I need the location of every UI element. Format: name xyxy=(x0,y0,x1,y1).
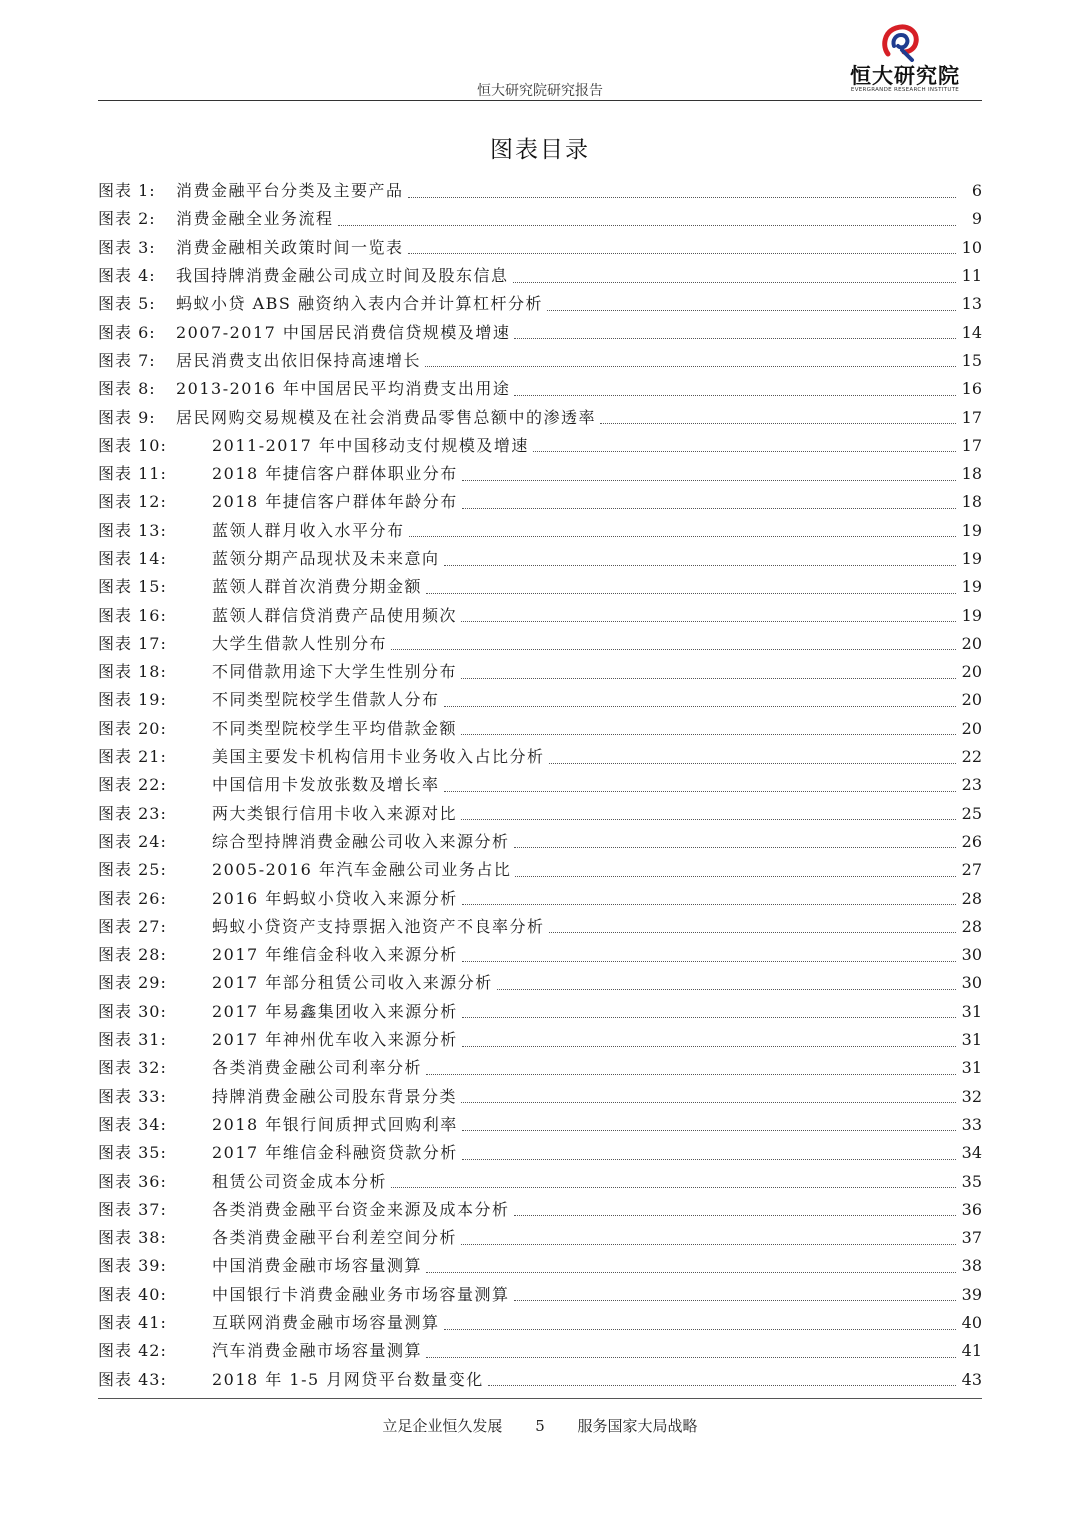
toc-entry[interactable] xyxy=(98,1365,982,1393)
toc-entry-page: 25 xyxy=(961,803,982,823)
toc-entry[interactable] xyxy=(98,601,982,629)
toc-entry-label: 图表 7: xyxy=(98,350,156,370)
footer-slogan-right: 服务国家大局战略 xyxy=(577,1417,698,1435)
toc-entry-title: 蓝领分期产品现状及未来意向 xyxy=(212,549,440,568)
toc-entry-title: 居民网购交易规模及在社会消费品零售总额中的渗透率 xyxy=(176,407,597,427)
toc-entry[interactable] xyxy=(98,318,982,346)
toc-entry-title: 2011-2017 年中国移动支付规模及增速 xyxy=(212,435,529,455)
page-header xyxy=(98,24,982,102)
toc-dot-leader xyxy=(461,1244,956,1245)
toc-dot-leader xyxy=(461,678,956,679)
toc-entry[interactable] xyxy=(98,1252,982,1280)
toc-entry-page: 35 xyxy=(961,1171,982,1191)
toc-entry-title: 2018 年银行间质押式回购利率 xyxy=(212,1114,458,1134)
toc-dot-leader xyxy=(462,1130,956,1131)
toc-entry-page: 10 xyxy=(961,237,982,257)
toc-dot-leader xyxy=(461,734,956,735)
toc-dot-leader xyxy=(497,989,956,990)
toc-dot-leader xyxy=(462,480,956,481)
toc-entry-title: 两大类银行信用卡收入来源对比 xyxy=(212,803,458,823)
toc-dot-leader xyxy=(408,253,956,254)
toc-dot-leader xyxy=(549,932,956,933)
toc-dot-leader xyxy=(549,763,956,764)
toc-entry[interactable] xyxy=(98,460,982,488)
toc-entry-page: 6 xyxy=(971,181,982,201)
toc-entry-label: 图表 5: xyxy=(98,294,156,314)
toc-entry-label: 图表 22: xyxy=(98,775,167,795)
toc-dot-leader xyxy=(514,1215,956,1216)
toc-entry-title: 中国消费金融市场容量测算 xyxy=(212,1256,423,1276)
toc-entry-label: 图表 29: xyxy=(98,973,167,993)
toc-dot-leader xyxy=(462,961,956,962)
toc-dot-leader xyxy=(514,1300,956,1301)
toc-entry[interactable] xyxy=(98,488,982,516)
toc-entry-page: 26 xyxy=(961,831,982,851)
toc-entry[interactable] xyxy=(98,658,982,686)
toc-entry[interactable] xyxy=(98,743,982,771)
toc-entry[interactable] xyxy=(98,1167,982,1195)
toc-dot-leader xyxy=(444,1329,956,1330)
toc-entry-title: 租赁公司资金成本分析 xyxy=(212,1171,388,1191)
toc-entry-label: 图表 20: xyxy=(98,718,167,738)
toc-entry-title: 2017 年易鑫集团收入来源分析 xyxy=(212,1001,458,1021)
toc-dot-leader xyxy=(514,847,956,848)
toc-entry-page: 13 xyxy=(961,294,982,314)
toc-entry-label: 图表 18: xyxy=(98,662,167,682)
toc-entry-page: 20 xyxy=(961,718,982,738)
toc-entry-title: 2017 年部分租赁公司收入来源分析 xyxy=(212,973,493,993)
toc-entry-label: 图表 41: xyxy=(98,1313,167,1333)
toc-entry-page: 14 xyxy=(961,322,982,342)
toc-entry-title: 居民消费支出依旧保持高速增长 xyxy=(176,350,422,370)
toc-entry[interactable] xyxy=(98,403,982,431)
toc-entry-page: 17 xyxy=(961,407,982,427)
toc-entry-label: 图表 15: xyxy=(98,577,167,597)
header-divider xyxy=(98,100,982,101)
toc-dot-leader xyxy=(513,282,956,283)
toc-dot-leader xyxy=(444,565,956,566)
toc-entry[interactable] xyxy=(98,432,982,460)
toc-entry-label: 图表 38: xyxy=(98,1228,167,1248)
toc-entry-page: 19 xyxy=(961,577,982,597)
toc-entry-page: 16 xyxy=(961,379,982,399)
toc-entry-title: 中国信用卡发放张数及增长率 xyxy=(212,775,440,795)
toc-dot-leader xyxy=(514,338,956,339)
toc-entry[interactable] xyxy=(98,998,982,1026)
toc-entry-label: 图表 43: xyxy=(98,1369,167,1389)
toc-dot-leader xyxy=(462,1159,956,1160)
toc-entry-page: 27 xyxy=(961,860,982,880)
toc-entry-page: 19 xyxy=(961,605,982,625)
toc-entry-page: 41 xyxy=(961,1341,982,1361)
toc-entry-title: 各类消费金融平台利差空间分析 xyxy=(212,1228,458,1248)
page-footer xyxy=(0,1415,1080,1436)
toc-entry-label: 图表 16: xyxy=(98,605,167,625)
toc-dot-leader xyxy=(338,225,956,226)
toc-dot-leader xyxy=(426,1074,956,1075)
toc-entry-label: 图表 25: xyxy=(98,860,167,880)
toc-entry-label: 图表 23: xyxy=(98,803,167,823)
toc-entry-page: 22 xyxy=(961,747,982,767)
logo-text-en: EVERGRANDE RESEARCH INSTITUTE xyxy=(850,87,960,93)
toc-entry-label: 图表 32: xyxy=(98,1058,167,1078)
toc-entry-page: 15 xyxy=(961,350,982,370)
toc-entry-page: 30 xyxy=(961,973,982,993)
toc-entry-title: 2005-2016 年汽车金融公司业务占比 xyxy=(212,860,512,880)
toc-entry[interactable] xyxy=(98,573,982,601)
toc-entry[interactable] xyxy=(98,1139,982,1167)
toc-dot-leader xyxy=(444,706,956,707)
toc-entry[interactable] xyxy=(98,517,982,545)
toc-entry[interactable] xyxy=(98,856,982,884)
toc-entry-page: 20 xyxy=(961,662,982,682)
toc-entry-title: 消费金融平台分类及主要产品 xyxy=(176,181,404,201)
toc-dot-leader xyxy=(462,1017,956,1018)
toc-entry-label: 图表 39: xyxy=(98,1256,167,1276)
toc-entry-label: 图表 13: xyxy=(98,520,167,540)
toc-entry-label: 图表 3: xyxy=(98,237,156,257)
toc-entry-title: 蓝领人群信贷消费产品使用频次 xyxy=(212,605,458,625)
toc-entry[interactable] xyxy=(98,1337,982,1365)
toc-entry-page: 18 xyxy=(961,492,982,512)
toc-entry-label: 图表 2: xyxy=(98,209,156,229)
toc-entry-title: 蓝领人群月收入水平分布 xyxy=(212,520,405,540)
toc-entry-title: 美国主要发卡机构信用卡业务收入占比分析 xyxy=(212,747,545,767)
toc-entry-page: 40 xyxy=(961,1313,982,1333)
toc-entry[interactable] xyxy=(98,630,982,658)
toc-entry-page: 20 xyxy=(961,690,982,710)
toc-entry[interactable] xyxy=(98,1026,982,1054)
toc-dot-leader xyxy=(514,395,956,396)
toc-entry[interactable] xyxy=(98,771,982,799)
toc-dot-leader xyxy=(515,876,956,877)
toc-entry-label: 图表 4: xyxy=(98,266,156,286)
toc-dot-leader xyxy=(426,1357,956,1358)
toc-entry-title: 消费金融相关政策时间一览表 xyxy=(176,237,404,257)
toc-entry-label: 图表 35: xyxy=(98,1143,167,1163)
toc-entry-title: 2018 年捷信客户群体年龄分布 xyxy=(212,492,458,512)
toc-entry[interactable] xyxy=(98,234,982,262)
toc-entry-title: 2018 年 1-5 月网贷平台数量变化 xyxy=(212,1369,484,1389)
logo-mark-icon xyxy=(880,24,920,62)
toc-entry-label: 图表 34: xyxy=(98,1114,167,1134)
toc-entry-title: 大学生借款人性别分布 xyxy=(212,633,388,653)
toc-dot-leader xyxy=(462,1046,956,1047)
toc-entry-title: 互联网消费金融市场容量测算 xyxy=(212,1313,440,1333)
toc-entry[interactable] xyxy=(98,1054,982,1082)
toc-entry-page: 33 xyxy=(961,1114,982,1134)
toc-entry-title: 蚂蚁小贷资产支持票据入池资产不良率分析 xyxy=(212,916,545,936)
toc-dot-leader xyxy=(488,1385,956,1386)
toc-entry-page: 38 xyxy=(961,1256,982,1276)
toc-entry-label: 图表 8: xyxy=(98,379,156,399)
toc-entry[interactable] xyxy=(98,1281,982,1309)
toc-entry-label: 图表 19: xyxy=(98,690,167,710)
toc-entry-label: 图表 17: xyxy=(98,633,167,653)
toc-entry[interactable] xyxy=(98,545,982,573)
toc-entry[interactable] xyxy=(98,177,982,205)
toc-entry[interactable] xyxy=(98,1196,982,1224)
toc-entry-label: 图表 42: xyxy=(98,1341,167,1361)
header-title: 恒大研究院研究报告 xyxy=(477,83,603,99)
toc-entry[interactable] xyxy=(98,969,982,997)
toc-entry-page: 9 xyxy=(971,209,982,229)
toc-entry-page: 37 xyxy=(961,1228,982,1248)
table-of-figures xyxy=(98,177,982,1394)
toc-entry-page: 18 xyxy=(961,464,982,484)
toc-entry-label: 图表 31: xyxy=(98,1030,167,1050)
toc-entry-label: 图表 36: xyxy=(98,1171,167,1191)
toc-entry-label: 图表 26: xyxy=(98,888,167,908)
toc-entry-title: 持牌消费金融公司股东背景分类 xyxy=(212,1086,458,1106)
toc-entry-page: 17 xyxy=(961,435,982,455)
toc-entry-title: 不同类型院校学生平均借款金额 xyxy=(212,718,458,738)
toc-dot-leader xyxy=(426,1272,956,1273)
toc-entry-label: 图表 11: xyxy=(98,464,167,484)
toc-dot-leader xyxy=(391,1187,956,1188)
toc-entry[interactable] xyxy=(98,262,982,290)
toc-entry-page: 43 xyxy=(961,1369,982,1389)
toc-entry-title: 不同借款用途下大学生性别分布 xyxy=(212,662,458,682)
toc-entry-title: 2017 年神州优车收入来源分析 xyxy=(212,1030,458,1050)
toc-entry[interactable] xyxy=(98,715,982,743)
toc-entry-page: 19 xyxy=(961,520,982,540)
toc-entry[interactable] xyxy=(98,913,982,941)
toc-dot-leader xyxy=(409,536,956,537)
toc-entry-title: 蚂蚁小贷 ABS 融资纳入表内合并计算杠杆分析 xyxy=(176,294,543,314)
toc-entry-label: 图表 10: xyxy=(98,435,167,455)
toc-entry-page: 34 xyxy=(961,1143,982,1163)
toc-entry-page: 39 xyxy=(961,1284,982,1304)
toc-entry-title: 2007-2017 中国居民消费信贷规模及增速 xyxy=(176,322,511,342)
toc-entry-page: 23 xyxy=(961,775,982,795)
toc-entry-title: 不同类型院校学生借款人分布 xyxy=(212,690,440,710)
toc-entry-label: 图表 21: xyxy=(98,747,167,767)
toc-entry-label: 图表 9: xyxy=(98,407,156,427)
toc-entry[interactable] xyxy=(98,1083,982,1111)
toc-dot-leader xyxy=(462,508,956,509)
toc-entry-title: 综合型持牌消费金融公司收入来源分析 xyxy=(212,831,510,851)
toc-entry[interactable] xyxy=(98,941,982,969)
toc-dot-leader xyxy=(391,649,956,650)
toc-entry-label: 图表 33: xyxy=(98,1086,167,1106)
toc-entry-title: 汽车消费金融市场容量测算 xyxy=(212,1341,423,1361)
toc-entry-title: 消费金融全业务流程 xyxy=(176,209,334,229)
toc-entry-page: 20 xyxy=(961,633,982,653)
toc-entry[interactable] xyxy=(98,205,982,233)
toc-entry-page: 36 xyxy=(961,1199,982,1219)
toc-entry-page: 31 xyxy=(961,1058,982,1078)
toc-entry-title: 各类消费金融平台资金来源及成本分析 xyxy=(212,1199,510,1219)
footer-divider xyxy=(98,1398,982,1399)
toc-entry-title: 蓝领人群首次消费分期金额 xyxy=(212,577,423,597)
toc-dot-leader xyxy=(444,791,956,792)
toc-entry-page: 28 xyxy=(961,888,982,908)
toc-entry[interactable] xyxy=(98,1309,982,1337)
toc-dot-leader xyxy=(408,197,956,198)
toc-dot-leader xyxy=(461,621,956,622)
toc-dot-leader xyxy=(547,310,956,311)
page-number: 5 xyxy=(535,1417,545,1435)
toc-entry-page: 31 xyxy=(961,1030,982,1050)
toc-title: 图表目录 xyxy=(490,137,590,163)
toc-entry-page: 30 xyxy=(961,945,982,965)
toc-entry-page: 19 xyxy=(961,549,982,568)
toc-entry-label: 图表 14: xyxy=(98,549,167,568)
toc-dot-leader xyxy=(426,593,956,594)
footer-slogan-left: 立足企业恒久发展 xyxy=(382,1417,503,1435)
toc-entry-title: 2018 年捷信客户群体职业分布 xyxy=(212,464,458,484)
toc-entry[interactable] xyxy=(98,347,982,375)
toc-dot-leader xyxy=(600,423,956,424)
toc-entry[interactable] xyxy=(98,290,982,318)
toc-entry[interactable] xyxy=(98,1224,982,1252)
toc-entry-title: 2013-2016 年中国居民平均消费支出用途 xyxy=(176,379,511,399)
toc-entry-label: 图表 30: xyxy=(98,1001,167,1021)
toc-entry-title: 各类消费金融公司利率分析 xyxy=(212,1058,423,1078)
toc-entry-label: 图表 37: xyxy=(98,1199,167,1219)
toc-entry-page: 28 xyxy=(961,916,982,936)
toc-entry-title: 2017 年维信金科融资贷款分析 xyxy=(212,1143,458,1163)
toc-entry-label: 图表 1: xyxy=(98,181,156,201)
toc-entry-title: 中国银行卡消费金融业务市场容量测算 xyxy=(212,1284,510,1304)
toc-entry-title: 2017 年维信金科收入来源分析 xyxy=(212,945,458,965)
toc-dot-leader xyxy=(462,904,956,905)
toc-dot-leader xyxy=(425,366,956,367)
toc-entry[interactable] xyxy=(98,800,982,828)
logo-text-cn: 恒大研究院 xyxy=(850,64,960,88)
toc-entry[interactable] xyxy=(98,375,982,403)
toc-dot-leader xyxy=(461,1102,956,1103)
toc-entry[interactable] xyxy=(98,828,982,856)
toc-dot-leader xyxy=(533,451,956,452)
toc-entry[interactable] xyxy=(98,884,982,912)
toc-entry-label: 图表 27: xyxy=(98,916,167,936)
toc-entry-label: 图表 12: xyxy=(98,492,167,512)
toc-entry-label: 图表 6: xyxy=(98,322,156,342)
toc-dot-leader xyxy=(461,819,956,820)
toc-entry-label: 图表 28: xyxy=(98,945,167,965)
toc-entry-label: 图表 40: xyxy=(98,1284,167,1304)
toc-entry-title: 我国持牌消费金融公司成立时间及股东信息 xyxy=(176,266,509,286)
toc-entry-title: 2016 年蚂蚁小贷收入来源分析 xyxy=(212,888,458,908)
toc-entry[interactable] xyxy=(98,1111,982,1139)
toc-entry-page: 11 xyxy=(961,266,982,286)
toc-entry[interactable] xyxy=(98,686,982,714)
toc-entry-label: 图表 24: xyxy=(98,831,167,851)
toc-entry-page: 31 xyxy=(961,1001,982,1021)
toc-entry-page: 32 xyxy=(961,1086,982,1106)
